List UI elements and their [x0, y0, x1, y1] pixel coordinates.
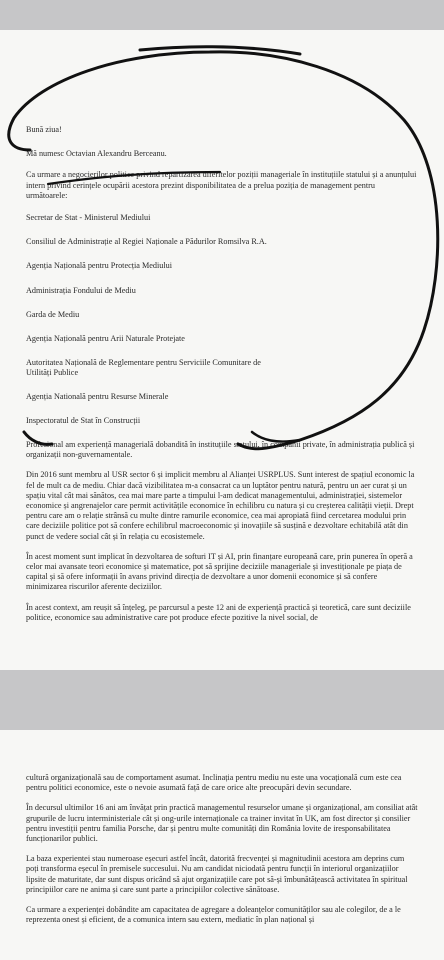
- document-page-2: [0, 730, 444, 960]
- positions-list: [26, 213, 418, 426]
- intro-paragraph: Ca urmare a negocierilor politice privind repartizarea diferitelor poziții manageriale în instituțiile statului și a anunțului intern privind cerințele ocupării acestora prezint disponibilitatea de a prelua poziția de management pentru următoarele:: [26, 170, 417, 200]
- position-item: Administrația Fondului de Mediu: [26, 285, 136, 295]
- document-page-1: [0, 30, 444, 670]
- page-gap: [0, 670, 444, 730]
- paragraph-culture: cultură organizațională sau de comportament asumat. Inclinația pentru mediu nu este una vocațională cum este cea pentru politici economice, este o nevoie asumată față de care orice alte preocupări devin secundare.: [26, 773, 402, 793]
- paragraph-usr: Din 2016 sunt membru al USR sector 6 și implicit membru al Alianței USRPLUS. Sunt interest de spațiul economic la fel de mult ca de mediu. Chiar dacă vizibilitatea m-a consacrat ca un luptător pentru natură, pentru un aer curat și un spațiu vital cât mai sănătos, cea mai mare parte a timpului l-am dedicat managementului, administrației, sistemelor economice și angrenajelor care permit activitățile economice în echilibru cu natura și cu creșterea calității vieții. Drept pentru care am o relație strânsă cu multe dintre ramurile economice, cea mai apropiată fiind cercetarea modului prin care deciziile politice pot să confere echilibrul macroeconomic și inovațiile să susțină e dezvoltare echitabilă atât din punct de vedere social cât și în relația cu ecosistemele.: [26, 470, 415, 541]
- position-item: Garda de Mediu: [26, 309, 80, 319]
- position-item: Agenția Națională pentru Arii Naturale Protejate: [26, 334, 185, 344]
- paragraph-context: În acest context, am reușit să înțeleg, pe parcursul a peste 12 ani de experiență practică și teoretică, care sunt deciziile politice, economice sau administrative care pot produce efecte pozitive la nivel social, de: [26, 602, 411, 622]
- paragraph-aggregation: Ca urmare a experienței dobândite am capacitatea de agregare a doleanțelor comunităților sau ale colegilor, de a le reprezenta onest și eficient, de a comunica intern sau extern, mediatic în plan național și: [26, 905, 401, 925]
- position-item: Agenția Natională pentru Resurse Minerale: [26, 391, 169, 401]
- paragraph-hr: În decursul ultimilor 16 ani am învățat prin practică managementul resurselor umane și organizațional, am consiliat atât grupurile de lucru interministeriale cât și ong-urile internaționale ca trainer invitat în UK, am fost director și consilier pentru investiții pentru familia Porsche, dar și pentru multe comunități din România lovite de iresponsabilitatea funcționarilor publici.: [26, 803, 418, 844]
- position-item: Secretar de Stat - Ministerul Mediului: [26, 213, 151, 223]
- position-item: Consiliul de Administrație al Regiei Naționale a Pădurilor Romsilva R.A.: [26, 237, 267, 247]
- position-item: Autoritatea Națională de Reglementare pentru Serviciile Comunitare de Utilități Publice: [26, 358, 261, 378]
- top-background: [0, 0, 444, 30]
- greeting: Bună ziua!: [26, 125, 62, 134]
- paragraph-failures: La baza experientei stau numeroase eșecuri astfel încât, datorită frecvenței și magnitudinii acestora am deprins cum poți transforma eșecul în premisele succesului. Nu am candidat niciodată pentru funcții în interiorul organizațiilor lipsite de maturitate, dar sunt dispus oricând să ajut organizațiile care pot să-și îmbunătățească activitatea în spiritual principiilor care ne anima și care sunt parte a principiilor colective sănătoase.: [26, 854, 408, 894]
- position-item: Agenția Națională pentru Protecția Mediului: [26, 261, 172, 271]
- paragraph-it: În acest moment sunt implicat în dezvoltarea de softuri IT și AI, prin finanțare europeană care, prin punerea în operă a celor mai avansate teori economice și matematice, pot să sprijine deciziile manageriale și investiționale pe piața de capital și să ofere informații în avans privind direcția de dezvoltare a unor domenii economice și să confere minimizarea riscurilor aferente deciziilor.: [26, 551, 413, 592]
- position-item: Inspectoratul de Stat în Construcții: [26, 415, 141, 425]
- paragraph-professional: Profesional am experiență managerială dobandită în instituțiile statului, în companii private, în administrația publică și organizații non-guvernamentale.: [26, 440, 415, 460]
- name-line: Mă numesc Octavian Alexandru Berceanu.: [26, 149, 167, 159]
